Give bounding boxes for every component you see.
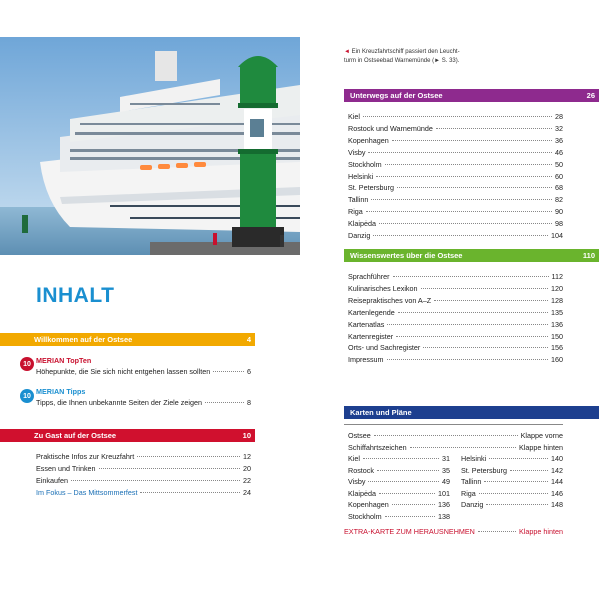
toc-row[interactable] (348, 183, 563, 192)
toc-page: Klappe vorne (520, 431, 563, 440)
leader-dots (376, 176, 552, 177)
leader-dots (366, 211, 552, 212)
toc-page: 136 (551, 319, 563, 329)
toc-row[interactable] (348, 332, 563, 341)
toc-row[interactable] (348, 500, 450, 509)
toc-row[interactable] (348, 112, 563, 121)
extra-karte-label: EXTRA-KARTE ZUM HERAUSNEHMEN (344, 527, 475, 536)
leader-dots (393, 276, 549, 277)
toc-row[interactable] (461, 477, 563, 486)
toc-page: 142 (551, 465, 563, 475)
toc-label: Kartenlegende (348, 307, 395, 317)
leader-dots (371, 199, 552, 200)
toc-page: 138 (438, 511, 450, 521)
page-title: INHALT (36, 284, 115, 307)
toc-page: 135 (551, 307, 563, 317)
toc-row[interactable] (348, 296, 563, 305)
leader-dots (510, 470, 548, 471)
leader-dots (392, 140, 552, 141)
toc-label: Kiel (348, 454, 360, 463)
extra-karte-row[interactable] (344, 527, 563, 536)
toc-page: 90 (555, 207, 563, 217)
topten-entry[interactable] (36, 355, 251, 377)
section-label: Karten und Pläne (350, 408, 412, 417)
toc-row[interactable] (348, 489, 450, 498)
toc-label: Rostock und Warnemünde (348, 123, 433, 133)
leader-dots (213, 371, 244, 372)
toc-label: Kopenhagen (348, 135, 389, 145)
toc-row[interactable] (348, 219, 563, 228)
toc-page: 46 (555, 147, 563, 157)
toc-page: 104 (551, 231, 563, 240)
leader-dots (368, 152, 552, 153)
toc-label: St. Petersburg (461, 465, 507, 475)
toc-page: 98 (555, 219, 563, 229)
toc-page: 35 (442, 465, 450, 475)
topten-text: Höhepunkte, die Sie sich nicht entgehen lassen sollten (36, 367, 211, 376)
toc-row[interactable] (348, 172, 563, 181)
toc-label: Impressum (348, 355, 384, 365)
photo-caption: ◄ Ein Kreuzfahrtschiff passiert den Leucht- turm in Ostseebad Warnemünde (► S. 33). (344, 49, 460, 64)
toc-label: Kartenatlas (348, 319, 385, 329)
toc-page: 146 (551, 488, 563, 498)
leader-dots (434, 300, 548, 301)
leader-dots (374, 435, 518, 436)
toc-label: Helsinki (461, 454, 487, 463)
section-page: 4 (246, 335, 251, 344)
toc-page: 32 (555, 123, 563, 133)
toc-label: Helsinki (348, 171, 374, 181)
leader-dots (385, 164, 552, 165)
toc-row[interactable] (348, 231, 563, 240)
toc-label: Rostock (348, 465, 374, 475)
toc-row[interactable]: Praktische Infos zur Kreuzfahrt 12 (36, 452, 251, 461)
leader-dots (397, 187, 552, 188)
leader-dots (410, 447, 516, 448)
section-label: Willkommen auf der Ostsee (34, 335, 133, 344)
section-bar-unterwegs[interactable] (344, 89, 599, 102)
toc-row[interactable] (348, 195, 563, 204)
toc-row[interactable] (348, 512, 450, 521)
leader-dots (436, 128, 552, 129)
tipps-entry[interactable] (36, 386, 251, 408)
section-label: Unterwegs auf der Ostsee (350, 91, 443, 100)
ship-lighthouse-photo (0, 37, 300, 255)
toc-label: Stockholm (348, 159, 382, 169)
toc-page: 156 (551, 343, 563, 353)
toc-page: 60 (555, 171, 563, 181)
divider (344, 424, 563, 425)
toc-page: 144 (551, 477, 563, 486)
toc-label: Danzig (348, 231, 371, 240)
leader-dots (205, 402, 244, 403)
toc-row[interactable]: Einkaufen 22 (36, 476, 251, 485)
toc-label: Kulinarisches Lexikon (348, 283, 418, 293)
toc-label: Kartenregister (348, 331, 394, 341)
toc-label: Klaipėda (348, 219, 376, 229)
leader-dots (479, 493, 548, 494)
toc-row[interactable] (461, 466, 563, 475)
toc-row[interactable] (348, 443, 563, 452)
leader-dots (385, 516, 435, 517)
toc-page: 112 (551, 272, 563, 281)
toc-page: 36 (555, 135, 563, 145)
leader-dots (421, 288, 548, 289)
toc-label: St. Petersburg (348, 183, 394, 193)
section-bar-willkommen[interactable] (0, 333, 255, 346)
toc-page: 160 (551, 355, 563, 365)
tipps-page: 8 (247, 398, 251, 407)
toc-label: Stockholm (348, 511, 382, 521)
cover-photo (0, 37, 300, 255)
toc-row[interactable]: Im Fokus – Das Mittsommerfest 24 (36, 488, 251, 497)
toc-label: Riga (348, 207, 363, 217)
section-bar-zu-gast[interactable] (0, 429, 255, 442)
toc-row[interactable] (348, 343, 563, 352)
toc-row[interactable] (348, 355, 563, 364)
toc-row[interactable] (461, 454, 563, 463)
toc-label: Reisepraktisches von A–Z (348, 295, 432, 305)
leader-dots (489, 458, 548, 459)
toc-row[interactable] (348, 148, 563, 157)
leader-dots (484, 481, 548, 482)
section-label: Wissenswertes über die Ostsee (350, 251, 463, 260)
toc-label: Orts- und Sachregister (348, 343, 421, 353)
leader-dots (396, 336, 548, 337)
toc-page: 31 (442, 454, 450, 463)
toc-label: Tallinn (461, 477, 482, 486)
leader-dots (486, 504, 548, 505)
toc-page: 101 (438, 488, 450, 498)
toc-label: Kiel (348, 112, 360, 121)
toc-label: Klaipėda (348, 488, 376, 498)
toc-row[interactable] (348, 454, 450, 463)
tipps-heading: MERIAN Tipps (36, 387, 86, 396)
extra-karte-page: Klappe hinten (519, 527, 563, 536)
toc-label: Danzig (461, 500, 484, 509)
toc-label: Tallinn (348, 195, 369, 205)
toc-row[interactable] (348, 308, 563, 317)
leader-dots (387, 359, 548, 360)
topten-badge-icon: 10 (20, 357, 34, 371)
toc-page: 49 (442, 477, 450, 486)
toc-page: 150 (551, 331, 563, 341)
toc-row[interactable] (348, 284, 563, 293)
leader-dots (373, 235, 548, 236)
caption-arrow-icon: ◄ (344, 49, 350, 55)
toc-row[interactable] (348, 477, 450, 486)
toc-page: 136 (438, 500, 450, 509)
toc-row[interactable] (348, 207, 563, 216)
toc-page: 148 (551, 500, 563, 509)
toc-row[interactable] (348, 272, 563, 281)
topten-page: 6 (247, 367, 251, 376)
toc-label: Visby (348, 147, 366, 157)
toc-row[interactable] (348, 124, 563, 133)
toc-row[interactable] (348, 136, 563, 145)
toc-row[interactable] (461, 489, 563, 498)
toc-label: Riga (461, 488, 476, 498)
tipps-text: Tipps, die Ihnen unbekannte Seiten der Ziele zeigen (36, 398, 202, 407)
toc-label: Ostsee (348, 431, 371, 440)
toc-page: 28 (555, 112, 563, 121)
section-page: 26 (586, 91, 595, 100)
leader-dots (368, 481, 439, 482)
toc-row[interactable] (348, 160, 563, 169)
section-page: 10 (242, 431, 251, 440)
leader-dots (377, 470, 439, 471)
toc-row[interactable] (348, 431, 563, 440)
toc-page: Klappe hinten (519, 442, 563, 452)
toc-row[interactable] (348, 466, 450, 475)
toc-row[interactable] (348, 320, 563, 329)
leader-dots (387, 324, 548, 325)
section-label: Zu Gast auf der Ostsee (34, 431, 117, 440)
leader-dots (363, 116, 552, 117)
leader-dots (379, 223, 552, 224)
toc-page: 128 (551, 295, 563, 305)
toc-label: Schiffahrtszeichen (348, 442, 407, 452)
toc-label: Visby (348, 477, 366, 486)
leader-dots (392, 504, 435, 505)
toc-page: 140 (551, 454, 563, 463)
toc-page: 68 (555, 183, 563, 193)
section-page: 110 (582, 251, 595, 260)
toc-row[interactable] (461, 500, 563, 509)
section-bar-karten[interactable] (344, 406, 599, 419)
section-bar-wissenswertes[interactable] (344, 249, 599, 262)
topten-heading: MERIAN TopTen (36, 356, 92, 365)
toc-page: 82 (555, 195, 563, 205)
leader-dots (423, 347, 548, 348)
toc-label: Kopenhagen (348, 500, 389, 509)
toc-page: 50 (555, 159, 563, 169)
leader-dots (363, 458, 439, 459)
tipps-badge-icon: 10 (20, 389, 34, 403)
leader-dots (379, 493, 435, 494)
toc-page: 120 (551, 283, 563, 293)
toc-row[interactable]: Essen und Trinken 20 (36, 464, 251, 473)
toc-label: Sprachführer (348, 272, 390, 281)
leader-dots (398, 312, 548, 313)
